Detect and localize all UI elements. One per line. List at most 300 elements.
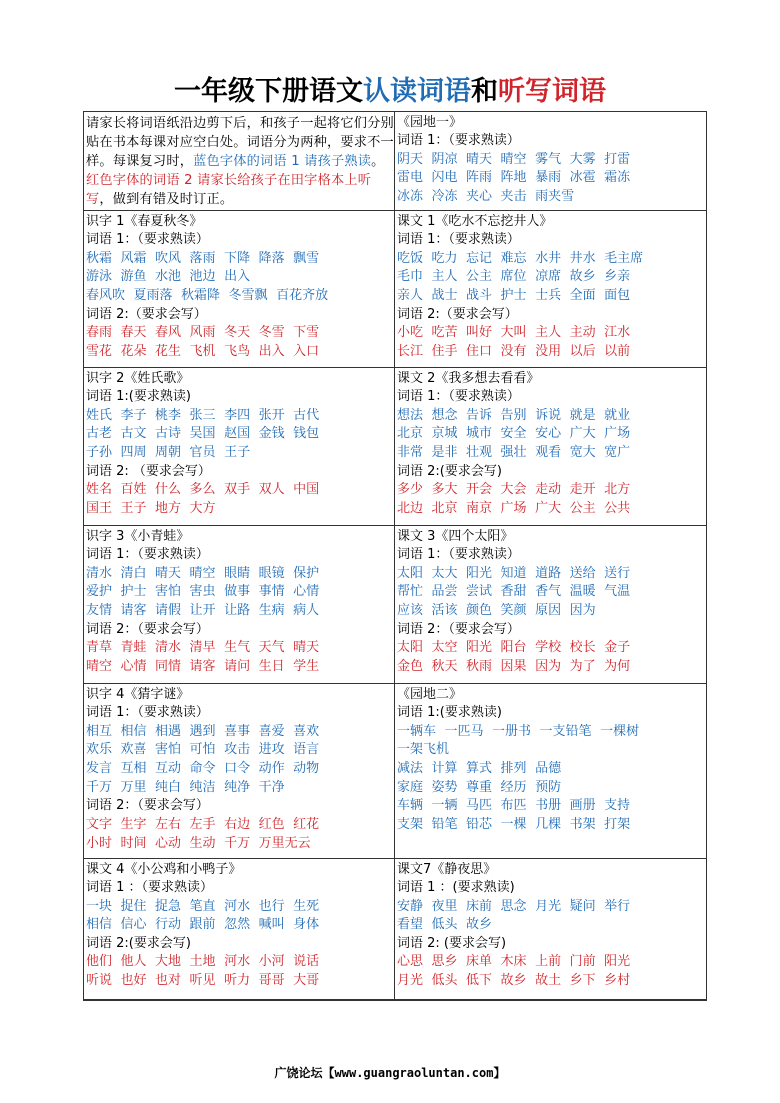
read-word: 亲人 — [397, 287, 424, 303]
section-shizi-3 — [84, 526, 395, 683]
write-words-line — [86, 972, 394, 991]
read-word: 送给 — [569, 565, 596, 581]
grid-row-4 — [84, 526, 706, 684]
read-word: 忘记 — [466, 250, 493, 266]
write-word: 请问 — [224, 658, 251, 674]
read-word: 也行 — [258, 898, 285, 914]
read-words-line — [397, 741, 705, 760]
read-words-heading: 词语 1 ：（要求熟读） — [86, 880, 214, 895]
read-word: 想法 — [397, 407, 424, 423]
read-words-line — [397, 916, 705, 935]
read-word: 秋霜降 — [181, 287, 221, 303]
write-word: 北方 — [604, 482, 631, 498]
write-word: 哥哥 — [258, 973, 285, 989]
read-word: 暴雨 — [535, 170, 562, 186]
read-word: 非常 — [397, 444, 424, 460]
read-word: 吃饭 — [397, 250, 424, 266]
read-words-line — [397, 760, 705, 779]
read-words-heading: 词语 1：（要求熟读） — [397, 133, 520, 148]
read-words-line — [86, 287, 394, 306]
section-kewen-4 — [84, 859, 395, 999]
read-word: 纯净 — [224, 779, 251, 795]
read-word: 可怕 — [189, 742, 216, 758]
write-word: 国王 — [86, 500, 113, 516]
read-word: 故乡 — [569, 269, 596, 285]
read-word: 春风吹 — [86, 287, 126, 303]
read-word: 爱护 — [86, 584, 113, 600]
read-word: 观看 — [535, 444, 562, 460]
read-word: 香气 — [535, 584, 562, 600]
read-word: 经历 — [500, 779, 527, 795]
grid-row-5 — [84, 684, 706, 859]
read-words-line — [86, 602, 394, 621]
read-words-line — [86, 565, 394, 584]
write-word: 为何 — [604, 658, 631, 674]
read-word: 请假 — [155, 602, 182, 618]
read-words-line — [397, 250, 705, 269]
section-shizi-4 — [84, 684, 395, 858]
read-word: 官员 — [189, 444, 216, 460]
grid-row-6 — [84, 859, 706, 1000]
read-word: 欢乐 — [86, 742, 113, 758]
write-word: 王子 — [120, 500, 147, 516]
write-words-heading: 词语 2:（要求会写） — [86, 306, 207, 322]
write-word: 吃苦 — [431, 325, 458, 341]
title-part-1: 一年级下册语文 — [174, 76, 363, 107]
write-word: 住口 — [466, 343, 493, 359]
read-word: 清水 — [86, 565, 113, 581]
read-word: 减法 — [397, 760, 424, 776]
read-word: 一块 — [86, 898, 113, 914]
read-word: 故乡 — [466, 917, 493, 933]
write-word: 大方 — [189, 500, 216, 516]
write-words-line — [86, 816, 394, 835]
read-word: 画册 — [569, 798, 596, 814]
read-words-line — [86, 407, 394, 426]
write-word: 叫好 — [466, 325, 493, 341]
read-words-line — [397, 268, 705, 287]
read-words-line — [397, 287, 705, 306]
read-word: 池边 — [189, 269, 216, 285]
read-word: 一架飞机 — [397, 742, 450, 758]
write-word: 也好 — [120, 973, 147, 989]
read-word: 广大 — [569, 426, 596, 442]
write-word: 听说 — [86, 973, 113, 989]
read-word: 生病 — [258, 602, 285, 618]
read-word: 互动 — [155, 760, 182, 776]
write-word: 大会 — [500, 482, 527, 498]
read-word: 口令 — [224, 760, 251, 776]
read-word: 一辆车 — [397, 723, 437, 739]
read-word: 友情 — [86, 602, 113, 618]
read-word: 应该 — [397, 602, 424, 618]
read-word: 姓氏 — [86, 407, 113, 423]
read-word: 互相 — [120, 760, 147, 776]
read-word: 全面 — [569, 287, 596, 303]
read-word: 信心 — [120, 917, 147, 933]
read-word: 百花齐放 — [276, 287, 329, 303]
write-word: 大地 — [155, 954, 182, 970]
intro-black-2: 。 — [371, 154, 385, 169]
read-words-line — [397, 797, 705, 816]
read-word: 一棵 — [500, 817, 527, 833]
read-word: 车辆 — [397, 798, 424, 814]
footer-credit: 广饶论坛【www.guangraoluntan.com】 — [274, 1066, 506, 1080]
read-word: 就业 — [604, 407, 631, 423]
read-word: 秋霜 — [86, 250, 113, 266]
read-word: 水井 — [535, 250, 562, 266]
write-word: 以后 — [569, 343, 596, 359]
write-word: 右边 — [224, 816, 251, 832]
write-words-heading: 词语 2：（要求会写） — [86, 798, 209, 814]
write-word: 心情 — [120, 658, 147, 674]
read-word: 送行 — [604, 565, 631, 581]
read-words-line — [397, 565, 705, 584]
write-word: 故土 — [535, 973, 562, 989]
read-word: 出入 — [224, 269, 251, 285]
read-word: 四周 — [120, 444, 147, 460]
write-word: 也对 — [155, 973, 182, 989]
write-word: 心思 — [397, 954, 424, 970]
write-word: 花朵 — [120, 343, 147, 359]
read-word: 进攻 — [258, 742, 285, 758]
read-word: 主人 — [431, 269, 458, 285]
read-word: 京城 — [431, 426, 458, 442]
read-word: 尊重 — [466, 779, 493, 795]
section-title: 《园地一》 — [397, 115, 463, 130]
read-word: 笔直 — [189, 898, 216, 914]
write-word: 春天 — [120, 325, 147, 341]
read-word: 帮忙 — [397, 584, 424, 600]
write-words-line — [397, 481, 705, 500]
write-word: 冬雪 — [258, 325, 285, 341]
read-word: 知道 — [500, 565, 527, 581]
read-word: 颜色 — [466, 602, 493, 618]
read-word: 一辆 — [431, 798, 458, 814]
read-word: 活该 — [431, 602, 458, 618]
write-words-line — [397, 324, 705, 343]
vocab-grid — [83, 111, 707, 1001]
write-word: 春雨 — [86, 325, 113, 341]
read-word: 冰冻 — [397, 188, 424, 204]
read-word: 看望 — [397, 917, 424, 933]
read-word: 赵国 — [224, 426, 251, 442]
read-word: 吴国 — [189, 426, 216, 442]
write-word: 多大 — [431, 482, 458, 498]
read-word: 张三 — [189, 407, 216, 423]
write-word: 生气 — [224, 640, 251, 656]
read-word: 捉急 — [155, 898, 182, 914]
read-word: 一册书 — [492, 723, 532, 739]
read-word: 古文 — [120, 426, 147, 442]
read-word: 排列 — [500, 760, 527, 776]
section-yuandi-1 — [395, 112, 705, 210]
write-word: 晴空 — [86, 658, 113, 674]
read-word: 打架 — [604, 817, 631, 833]
read-word: 就是 — [569, 407, 596, 423]
write-word: 大哥 — [293, 973, 320, 989]
read-word: 眼睛 — [224, 565, 251, 581]
read-word: 雨夹雪 — [535, 188, 575, 204]
write-word: 走动 — [535, 482, 562, 498]
write-word: 学校 — [535, 640, 562, 656]
section-title: 课文 1《吃水不忘挖井人》 — [397, 214, 553, 229]
read-words-line — [397, 583, 705, 602]
read-word: 品德 — [535, 760, 562, 776]
read-word: 诉说 — [535, 407, 562, 423]
read-words-heading: 词语 1:(要求熟读) — [397, 705, 502, 720]
write-word: 学生 — [293, 658, 320, 674]
section-title: 课文 2《我多想去看看》 — [397, 371, 540, 386]
write-words-line — [397, 953, 705, 972]
read-word: 害怕 — [155, 742, 182, 758]
section-title: 课文 4《小公鸡和小鸭子》 — [86, 862, 242, 877]
read-words-line — [86, 425, 394, 444]
write-words-line — [86, 500, 394, 519]
read-word: 害怕 — [155, 584, 182, 600]
write-word: 乡下 — [569, 973, 596, 989]
section-title: 识字 2《姓氏歌》 — [86, 371, 190, 386]
read-words-line — [86, 916, 394, 935]
read-word: 千万 — [86, 779, 113, 795]
read-word: 金钱 — [258, 426, 285, 442]
write-word: 生动 — [189, 835, 216, 851]
intro-blue: 蓝色字体的词语 1 请孩子熟读 — [193, 154, 372, 169]
read-word: 安心 — [535, 426, 562, 442]
read-word: 王子 — [224, 444, 251, 460]
read-words-line — [86, 898, 394, 917]
write-word: 土地 — [189, 954, 216, 970]
write-word: 没有 — [500, 343, 527, 359]
write-word: 南京 — [466, 500, 493, 516]
read-word: 游泳 — [86, 269, 113, 285]
section-title: 识字 3《小青蛙》 — [86, 529, 190, 544]
write-word: 听力 — [224, 973, 251, 989]
read-word: 强壮 — [500, 444, 527, 460]
write-word: 说话 — [293, 954, 320, 970]
read-word: 吹风 — [155, 250, 182, 266]
read-word: 病人 — [293, 602, 320, 618]
write-word: 清早 — [189, 640, 216, 656]
read-words-line — [86, 583, 394, 602]
write-word: 思乡 — [431, 954, 458, 970]
write-words-heading: 词语 2：（要求会写） — [397, 621, 520, 637]
write-words-heading: 词语 2: (要求会写) — [397, 935, 507, 951]
read-word: 计算 — [431, 760, 458, 776]
read-words-line — [86, 268, 394, 287]
read-word: 张开 — [258, 407, 285, 423]
read-word: 告诉 — [466, 407, 493, 423]
write-word: 北边 — [397, 500, 424, 516]
read-word: 太阳 — [397, 565, 424, 581]
read-word: 北京 — [397, 426, 424, 442]
write-word: 北京 — [431, 500, 458, 516]
page-title — [0, 72, 780, 112]
read-word: 支架 — [397, 817, 424, 833]
write-word: 大叫 — [500, 325, 527, 341]
write-word: 以前 — [604, 343, 631, 359]
read-words-line — [397, 779, 705, 798]
write-word: 他们 — [86, 954, 113, 970]
read-words-heading: 词语 1：（要求熟读） — [86, 232, 209, 247]
read-word: 生死 — [293, 898, 320, 914]
read-word: 安静 — [397, 898, 424, 914]
read-word: 吃力 — [431, 250, 458, 266]
write-words-line — [397, 500, 705, 519]
write-words-line — [86, 658, 394, 677]
read-word: 夜里 — [431, 898, 458, 914]
write-word: 文字 — [86, 816, 113, 832]
write-word: 秋雨 — [466, 658, 493, 674]
write-word: 床单 — [466, 954, 493, 970]
read-word: 家庭 — [397, 779, 424, 795]
write-word: 请客 — [189, 658, 216, 674]
read-word: 发言 — [86, 760, 113, 776]
read-word: 布匹 — [500, 798, 527, 814]
read-word: 万里 — [120, 779, 147, 795]
write-word: 下雪 — [293, 325, 320, 341]
write-word: 同情 — [155, 658, 182, 674]
section-shizi-1 — [84, 211, 395, 367]
write-word: 小吃 — [397, 325, 424, 341]
read-words-line — [86, 779, 394, 798]
write-words-line — [86, 953, 394, 972]
read-word: 遇到 — [189, 723, 216, 739]
write-word: 因果 — [500, 658, 527, 674]
read-word: 凉席 — [535, 269, 562, 285]
read-word: 夹击 — [500, 188, 527, 204]
write-word: 双手 — [224, 482, 251, 498]
write-words-heading: 词语 2:(要求会写) — [397, 463, 502, 479]
read-word: 李子 — [120, 407, 147, 423]
read-word: 城市 — [466, 426, 493, 442]
read-word: 眼镜 — [258, 565, 285, 581]
read-word: 喊叫 — [258, 917, 285, 933]
read-word: 雾气 — [535, 151, 562, 167]
section-kewen-1 — [395, 211, 705, 367]
read-word: 书册 — [535, 798, 562, 814]
write-word: 没用 — [535, 343, 562, 359]
read-word: 低头 — [431, 917, 458, 933]
read-word: 铅笔 — [431, 817, 458, 833]
read-word: 河水 — [224, 898, 251, 914]
read-words-line — [86, 444, 394, 463]
grid-row-3 — [84, 368, 706, 526]
write-word: 门前 — [569, 954, 596, 970]
read-word: 相信 — [86, 917, 113, 933]
read-word: 几棵 — [535, 817, 562, 833]
write-words-line — [86, 324, 394, 343]
read-word: 干净 — [258, 779, 285, 795]
read-word: 书架 — [569, 817, 596, 833]
read-word: 席位 — [500, 269, 527, 285]
write-word: 主人 — [535, 325, 562, 341]
write-word: 天气 — [258, 640, 285, 656]
read-word: 保护 — [293, 565, 320, 581]
read-word: 雷电 — [397, 170, 424, 186]
read-word: 冷冻 — [431, 188, 458, 204]
read-word: 命令 — [189, 760, 216, 776]
read-word: 喜欢 — [293, 723, 320, 739]
read-word: 广场 — [604, 426, 631, 442]
write-word: 晴天 — [293, 640, 320, 656]
read-word: 晴空 — [189, 565, 216, 581]
write-word: 长江 — [397, 343, 424, 359]
read-word: 井水 — [569, 250, 596, 266]
read-word: 毛主席 — [604, 250, 644, 266]
section-title: 课文 3《四个太阳》 — [397, 529, 514, 544]
read-word: 乡亲 — [604, 269, 631, 285]
read-words-line — [86, 741, 394, 760]
read-word: 宽广 — [604, 444, 631, 460]
write-words-line — [86, 835, 394, 854]
write-word: 时间 — [120, 835, 147, 851]
read-word: 战士 — [431, 287, 458, 303]
read-word: 尝试 — [466, 584, 493, 600]
read-word: 想念 — [431, 407, 458, 423]
section-kewen-2 — [395, 368, 705, 525]
write-words-heading: 词语 2:(要求会写) — [86, 935, 191, 951]
write-word: 为了 — [569, 658, 596, 674]
write-word: 青蛙 — [120, 640, 147, 656]
read-word: 阵地 — [500, 170, 527, 186]
read-words-line — [397, 723, 705, 742]
grid-row-1 — [84, 112, 706, 211]
read-word: 夏雨落 — [133, 287, 173, 303]
section-title: 识字 4《猜字谜》 — [86, 687, 190, 702]
write-word: 冬天 — [224, 325, 251, 341]
read-word: 行动 — [155, 917, 182, 933]
write-word: 河水 — [224, 954, 251, 970]
write-word: 月光 — [397, 973, 424, 989]
read-word: 相信 — [120, 723, 147, 739]
read-word: 动作 — [258, 760, 285, 776]
write-word: 走开 — [569, 482, 596, 498]
read-word: 跟前 — [189, 917, 216, 933]
read-words-heading: 词语 1：（要求熟读） — [397, 389, 520, 404]
section-title: 识字 1《春夏秋冬》 — [86, 214, 203, 229]
read-word: 告别 — [500, 407, 527, 423]
read-words-line — [397, 151, 705, 170]
read-word: 举行 — [604, 898, 631, 914]
read-word: 夹心 — [466, 188, 493, 204]
write-word: 故乡 — [500, 973, 527, 989]
write-word: 双人 — [258, 482, 285, 498]
read-words-line — [397, 169, 705, 188]
write-word: 他人 — [120, 954, 147, 970]
write-word: 左右 — [155, 816, 182, 832]
write-word: 校长 — [569, 640, 596, 656]
read-word: 动物 — [293, 760, 320, 776]
read-word: 香甜 — [500, 584, 527, 600]
write-word: 金色 — [397, 658, 424, 674]
title-part-4: 听写词语 — [498, 76, 606, 107]
read-word: 预防 — [535, 779, 562, 795]
read-word: 晴空 — [500, 151, 527, 167]
read-words-line — [397, 425, 705, 444]
read-word: 语言 — [293, 742, 320, 758]
write-word: 住手 — [431, 343, 458, 359]
write-word: 左手 — [189, 816, 216, 832]
write-word: 上前 — [535, 954, 562, 970]
write-word: 青草 — [86, 640, 113, 656]
read-word: 子孙 — [86, 444, 113, 460]
write-word: 心动 — [155, 835, 182, 851]
read-word: 道路 — [535, 565, 562, 581]
write-word: 风雨 — [189, 325, 216, 341]
read-words-heading: 词语 1:(要求熟读) — [86, 389, 191, 404]
read-word: 月光 — [535, 898, 562, 914]
